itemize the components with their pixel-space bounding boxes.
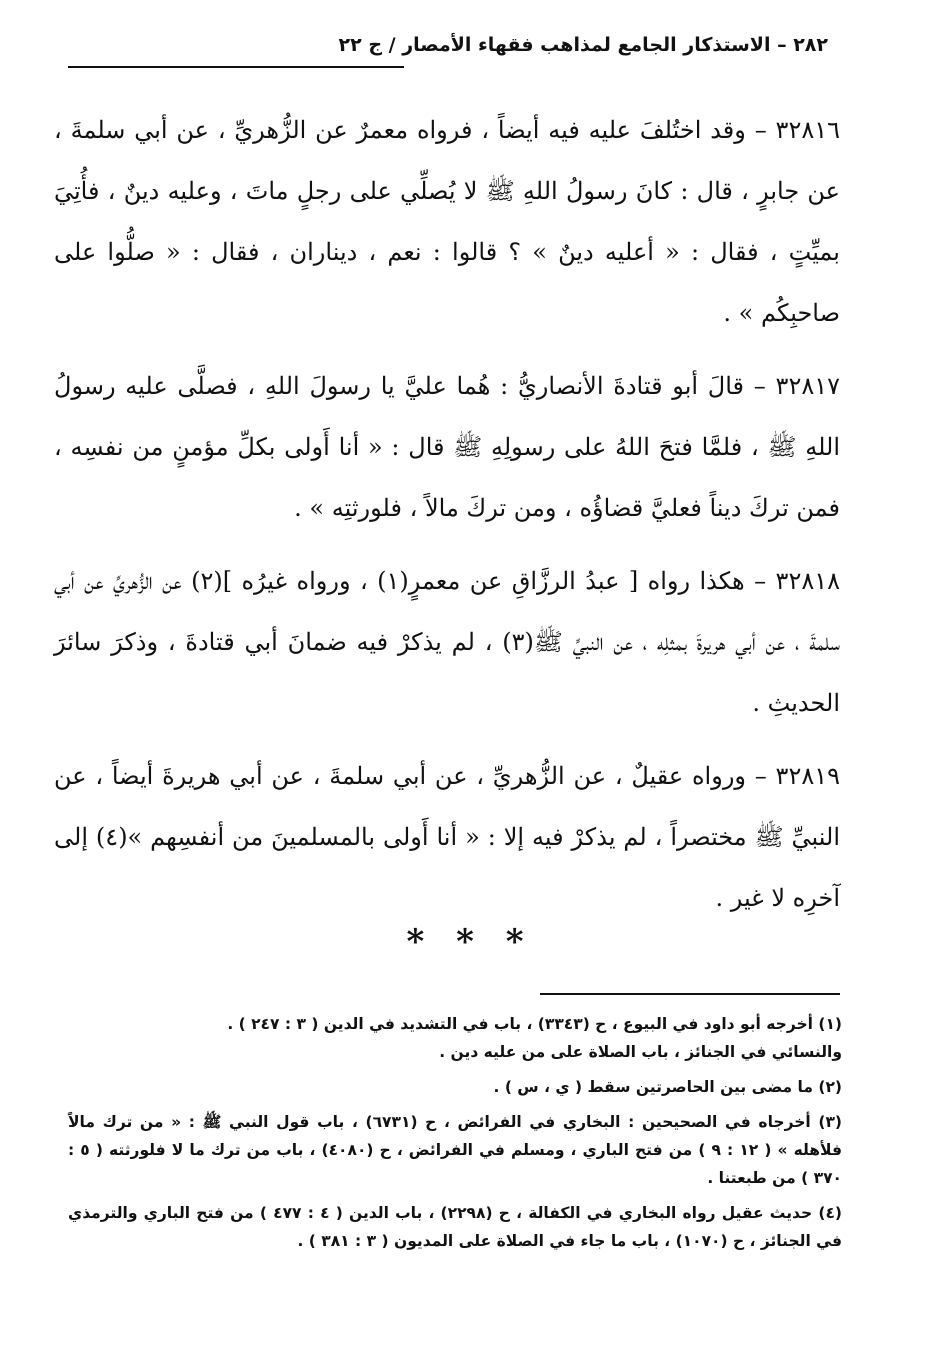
footnote-4 (68, 1199, 842, 1255)
footnote-line: (١) أخرجه أبو داود في البيوع ، ح (٣٣٤٣) ، باب في التشديد في الدين ( ٣ : ٢٤٧ ) . (227, 1015, 842, 1033)
paragraph-number: ٣٢٨١٦ (775, 116, 840, 144)
footnote-2 (68, 1073, 842, 1101)
main-text (54, 100, 840, 941)
header-rule (68, 66, 404, 68)
footnotes (68, 1010, 842, 1262)
footnote-3 (68, 1108, 842, 1192)
paragraph-number: ٣٢٨١٨ (775, 567, 840, 595)
paragraph-32816 (54, 100, 840, 344)
paragraph-number: ٣٢٨١٩ (775, 762, 840, 790)
paragraph-text: – وقد اختُلفَ عليه فيه أيضاً ، فرواه معمرٌ عن الزُّهريِّ ، عن أبي سلمةَ ، عن جابرٍ ، قال : كانَ رسولُ اللهِ ﷺ لا يُصلِّي على رجلٍ ماتَ ، وعليه دينٌ ، فأُتِيَ بميِّتٍ ، فقال : « أعليه دينٌ » ؟ قالوا : نعم ، ديناران ، فقال : « صلُّوا على صاحبِكُم » . (54, 116, 840, 327)
footnote-1 (68, 1010, 842, 1066)
running-header: ٢٨٢ – الاستذكار الجامع لمذاهب فقهاء الأمصار / ج ٢٢ (338, 34, 828, 56)
footnote-line: (٤) حديث عقيل رواه البخاري في الكفالة ، ح (٢٢٩٨) ، باب الدين ( ٤ : ٤٧٧ ) من فتح الباري والترمذي في الجنائز ، ح (١٠٧٠) ، باب ما جاء في الصلاة على المديون ( ٣ : ٣٨١ ) . (68, 1204, 842, 1250)
paragraph-32819 (54, 746, 840, 929)
paragraph-number: ٣٢٨١٧ (775, 372, 840, 400)
paragraph-text: – قالَ أبو قتادةَ الأنصاريُّ : هُما عليَّ يا رسولَ اللهِ ، فصلَّى عليه رسولُ اللهِ ﷺ ، فلمَّا فتحَ اللهُ على رسولِهِ ﷺ قال : « أنا أَولى بكلِّ مؤمنٍ من نفسِه ، فمن تركَ ديناً فعليَّ قضاؤُه ، ومن تركَ مالاً ، فلورثتِه » . (54, 372, 840, 522)
paragraph-32818 (54, 551, 840, 734)
footnote-rule (540, 993, 840, 995)
footnote-line: والنسائي في الجنائز ، باب الصلاة على من عليه دين . (439, 1043, 842, 1061)
paragraph-text: – ورواه عقيلٌ ، عن الزُّهريِّ ، عن أبي سلمةَ ، عن أبي هريرةَ أيضاً ، عن النبيِّ ﷺ مختصراً ، لم يذكرْ فيه إلا : « أنا أَولى بالمسلمينَ من أنفسِهم »(٤) إلى آخرِه لا غير . (54, 762, 840, 912)
paragraph-32817 (54, 356, 840, 539)
footnote-line: (٢) ما مضى بين الحاصرتين سقط ( ي ، س ) . (493, 1078, 842, 1096)
paragraph-text: – هكذا رواه [ عبدُ الرزَّاقِ عن معمرٍ(١) ، ورواه غيرُه ](٢) عن الزُّهريِّ عن أبي سلمةَ ، عن أبي هريرةَ بمثلِه ، عن النبيِّ ﷺ(٣) ، لم يذكرْ فيه ضمانَ أبي قتادةَ ، وذكرَ سائرَ الحديثِ . (54, 567, 841, 717)
section-separator: * * * (406, 922, 534, 962)
footnote-line: (٣) أخرجاه في الصحيحين : البخاري في الفرائض ، ح (٦٧٣١) ، باب قول النبي ﷺ : « من ترك مالاً فلأهله » ( ١٢ : ٩ ) من فتح الباري ، ومسلم في الفرائض ، ح (٤٠٨٠) ، باب من ترك ما لا فلورثته ( ٥ : ٣٧٠ ) من طبعتنا . (68, 1113, 842, 1187)
